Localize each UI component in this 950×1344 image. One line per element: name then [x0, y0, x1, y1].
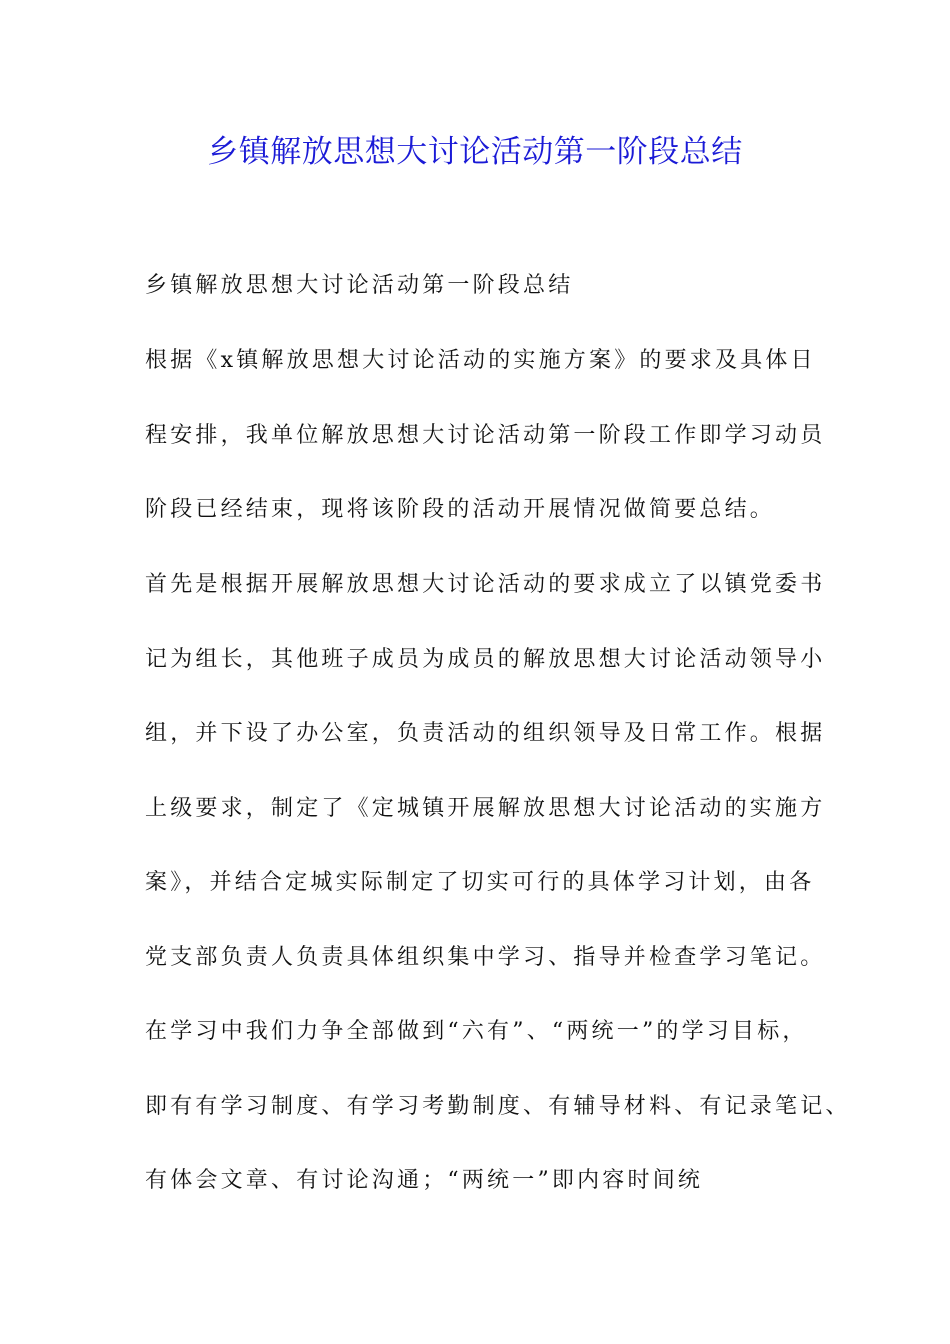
body-line: 上级要求，制定了《定城镇开展解放思想大讨论活动的实施方 — [145, 796, 826, 821]
body-line: 案》，并结合定城实际制定了切实可行的具体学习计划，由各 — [145, 870, 815, 895]
body-line: 首先是根据开展解放思想大讨论活动的要求成立了以镇党委书 — [145, 572, 826, 597]
body-line: 有体会文章、有讨论沟通；“两统一”即内容时间统 — [145, 1168, 704, 1193]
body-line: 在学习中我们力争全部做到“六有”、“两统一”的学习目标， — [145, 1019, 808, 1044]
body-line: 党支部负责人负责具体组织集中学习、指导并检查学习笔记。 — [145, 945, 826, 970]
body-line: 根据《x镇解放思想大讨论活动的实施方案》的要求及具体日 — [145, 348, 816, 373]
body-line: 组，并下设了办公室，负责活动的组织领导及日常工作。根据 — [145, 721, 826, 746]
body-line: 程安排，我单位解放思想大讨论活动第一阶段工作即学习动员 — [145, 423, 826, 448]
body-line: 即有有学习制度、有学习考勤制度、有辅导材料、有记录笔记、 — [145, 1094, 851, 1119]
body-line: 记为组长，其他班子成员为成员的解放思想大讨论活动领导小 — [145, 647, 826, 672]
body-line-subtitle: 乡镇解放思想大讨论活动第一阶段总结 — [145, 273, 574, 298]
document-title: 乡镇解放思想大讨论活动第一阶段总结 — [207, 134, 743, 170]
body-line: 阶段已经结束，现将该阶段的活动开展情况做简要总结。 — [145, 497, 776, 522]
